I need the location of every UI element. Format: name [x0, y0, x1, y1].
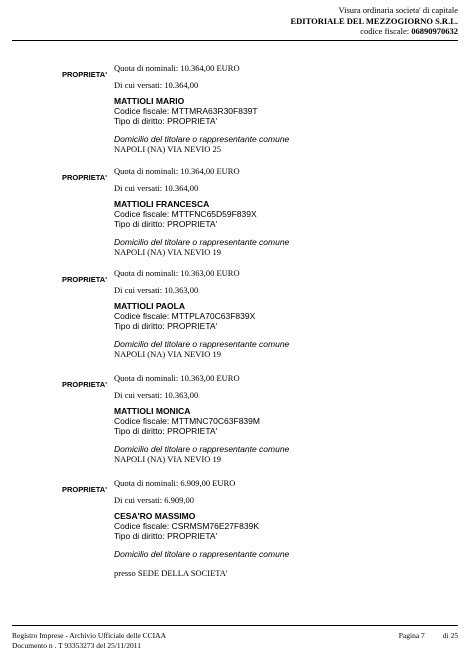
holder-address: NAPOLI (NA) VIA NEVIO 19 — [114, 454, 222, 464]
holder-fiscal-code: Codice fiscale: MTTMNC70C63F839M — [114, 416, 260, 426]
quota-line: Quota di nominali: 10.364,00 EURO — [114, 166, 240, 176]
domicile-label: Domicilio del titolare o rappresentante comune — [114, 549, 290, 559]
right-type: Tipo di diritto: PROPRIETA' — [114, 426, 218, 436]
holder-name: CESA'RO MASSIMO — [114, 511, 196, 521]
domicile-label: Domicilio del titolare o rappresentante comune — [114, 134, 290, 144]
header-rule — [12, 40, 458, 41]
company-fiscal-code — [290, 26, 458, 37]
holder-fiscal-code: Codice fiscale: MTTPLA70C63F839X — [114, 311, 256, 321]
versati-line: Di cui versati: 10.364,00 — [114, 79, 199, 90]
registry-name: Registro Imprese - Archivio Ufficiale delle CCIAA — [12, 631, 166, 640]
document-number: Documento n . T 93353273 del 25/11/2011 — [12, 640, 141, 650]
entry-details — [114, 373, 454, 464]
entry-details — [114, 63, 454, 154]
presso-line: presso SEDE DELLA SOCIETA' — [114, 568, 228, 578]
right-type: Tipo di diritto: PROPRIETA' — [114, 531, 218, 541]
right-type: Tipo di diritto: PROPRIETA' — [114, 116, 218, 126]
page-header — [290, 5, 458, 37]
versati-line: Di cui versati: 10.364,00 — [114, 182, 199, 193]
holder-address: NAPOLI (NA) VIA NEVIO 19 — [114, 349, 222, 359]
entry-details — [114, 268, 454, 359]
footer-rule — [12, 625, 458, 626]
entry-details — [114, 478, 454, 559]
domicile-label: Domicilio del titolare o rappresentante comune — [114, 444, 290, 454]
footer-left — [12, 631, 166, 650]
domicile-label: Domicilio del titolare o rappresentante comune — [114, 237, 290, 247]
quota-line: Quota di nominali: 6.909,00 EURO — [114, 478, 236, 488]
footer-right — [399, 631, 458, 641]
versati-line: Di cui versati: 10.363,00 — [114, 284, 199, 295]
versati-line: Di cui versati: 10.363,00 — [114, 389, 199, 400]
domicile-label: Domicilio del titolare o rappresentante comune — [114, 339, 290, 349]
holder-address: NAPOLI (NA) VIA NEVIO 25 — [114, 144, 222, 154]
holder-name: MATTIOLI FRANCESCA — [114, 199, 210, 209]
quota-line: Quota di nominali: 10.363,00 EURO — [114, 268, 240, 278]
holder-name: MATTIOLI MONICA — [114, 406, 191, 416]
document-subtitle: Visura ordinaria societa' di capitale — [338, 5, 458, 15]
role-label: PROPRIETA' — [62, 380, 107, 389]
holder-address: NAPOLI (NA) VIA NEVIO 19 — [114, 247, 222, 257]
right-type: Tipo di diritto: PROPRIETA' — [114, 321, 218, 331]
holder-fiscal-code: Codice fiscale: MTTFNC65D59F839X — [114, 209, 257, 219]
quota-line: Quota di nominali: 10.364,00 EURO — [114, 63, 240, 73]
versati-line: Di cui versati: 6.909,00 — [114, 494, 195, 505]
holder-name: MATTIOLI MARIO — [114, 96, 185, 106]
page-number: Pagina 7 — [398, 631, 425, 640]
role-label: PROPRIETA' — [62, 275, 107, 284]
entry-details — [114, 166, 454, 257]
fiscal-code-label: codice fiscale: — [360, 26, 410, 36]
role-label: PROPRIETA' — [62, 70, 107, 79]
holder-fiscal-code: Codice fiscale: CSRMSM76E27F839K — [114, 521, 260, 531]
holder-fiscal-code: Codice fiscale: MTTMRA63R30F839T — [114, 106, 258, 116]
right-type: Tipo di diritto: PROPRIETA' — [114, 219, 218, 229]
fiscal-code-value: 06890970632 — [411, 26, 458, 36]
page-total: di 25 — [442, 631, 458, 640]
role-label: PROPRIETA' — [62, 173, 107, 182]
holder-name: MATTIOLI PAOLA — [114, 301, 185, 311]
quota-line: Quota di nominali: 10.363,00 EURO — [114, 373, 240, 383]
role-label: PROPRIETA' — [62, 485, 107, 494]
company-name: EDITORIALE DEL MEZZOGIORNO S.R.L. — [290, 15, 458, 26]
